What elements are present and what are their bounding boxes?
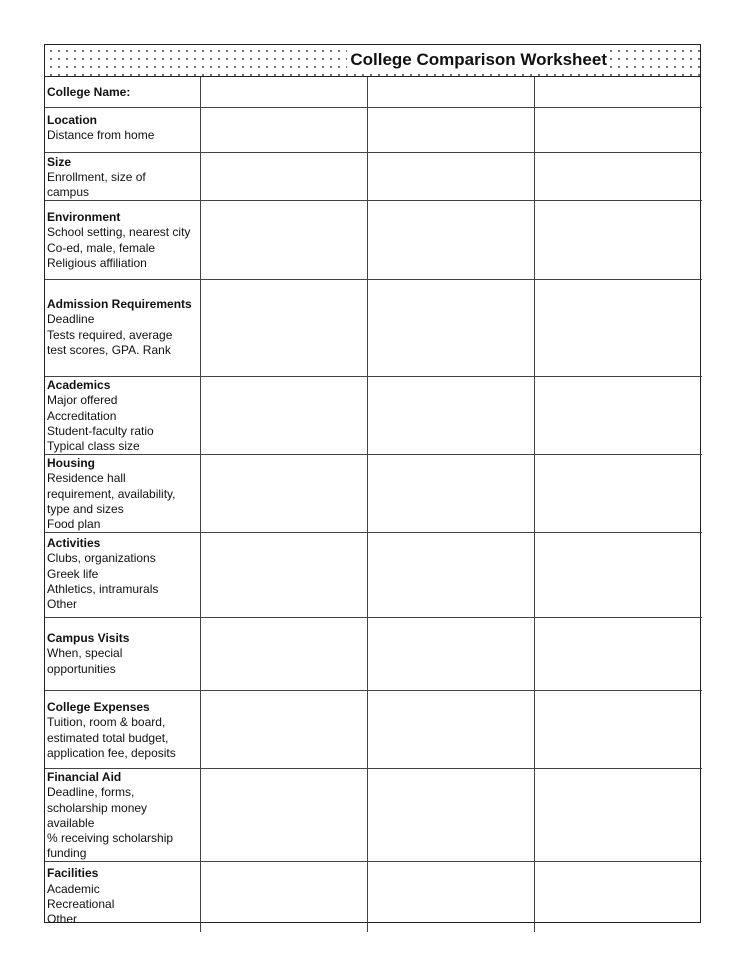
heading-campus-visits: Campus Visits [47,631,130,646]
college-3-name-cell[interactable] [534,77,702,107]
college-1-cell[interactable] [200,377,367,455]
label-academics [45,377,200,455]
college-3-cell[interactable] [534,280,702,377]
college-1-cell[interactable] [200,691,367,769]
detail-line: opportunities [47,661,116,676]
detail-line: Student-faculty ratio [47,423,154,438]
row-admission-requirements [45,280,702,377]
label-activities [45,533,200,618]
detail-line: Other [47,911,78,926]
title-band [45,45,700,77]
detail-line: Tuition, room & board, [47,715,166,730]
label-location [45,107,200,152]
detail-line: Distance from home [47,127,155,142]
detail-line: Tests required, average [47,327,173,342]
college-2-cell[interactable] [367,769,534,862]
label-financial-aid [45,769,200,862]
college-name-row [45,77,702,107]
college-1-cell[interactable] [200,618,367,691]
college-2-cell[interactable] [367,533,534,618]
heading-facilities: Facilities [47,866,99,881]
college-1-cell[interactable] [200,152,367,201]
detail-line: available [47,815,95,830]
detail-line: Athletics, intramurals [47,581,159,596]
label-college-expenses [45,691,200,769]
label-facilities [45,862,200,932]
college-name-label: College Name: [45,77,200,107]
detail-line: When, special [47,646,123,661]
college-1-cell[interactable] [200,107,367,152]
college-2-name-cell[interactable] [367,77,534,107]
comparison-table [45,77,702,932]
row-size [45,152,702,201]
detail-line: Deadline, forms, [47,785,135,800]
heading-admission-requirements: Admission Requirements [47,297,192,312]
college-2-cell[interactable] [367,201,534,280]
detail-line: requirement, availability, [47,486,176,501]
college-3-cell[interactable] [534,455,702,533]
row-campus-visits [45,618,702,691]
college-2-cell[interactable] [367,618,534,691]
detail-line: Deadline [47,312,95,327]
college-3-cell[interactable] [534,862,702,932]
detail-line: scholarship money [47,800,148,815]
worksheet-title: College Comparison Worksheet [347,50,610,70]
detail-line: Greek life [47,566,99,581]
detail-line: Clubs, organizations [47,551,156,566]
college-1-name-cell[interactable] [200,77,367,107]
college-3-cell[interactable] [534,201,702,280]
heading-size: Size [47,154,72,169]
detail-line: Academic [47,881,100,896]
college-2-cell[interactable] [367,455,534,533]
detail-line: type and sizes [47,501,124,516]
college-1-cell[interactable] [200,862,367,932]
row-academics [45,377,702,455]
college-2-cell[interactable] [367,280,534,377]
college-3-cell[interactable] [534,691,702,769]
detail-line: % receiving scholarship [47,830,174,845]
detail-line: Residence hall [47,471,126,486]
heading-college-expenses: College Expenses [47,700,150,715]
college-3-cell[interactable] [534,769,702,862]
college-2-cell[interactable] [367,152,534,201]
college-2-cell[interactable] [367,691,534,769]
college-1-cell[interactable] [200,201,367,280]
detail-line: Religious affiliation [47,255,147,270]
detail-line: application fee, deposits [47,745,176,760]
detail-line: estimated total budget, [47,730,169,745]
detail-line: Enrollment, size of [47,169,146,184]
college-3-cell[interactable] [534,107,702,152]
detail-line: School setting, nearest city [47,225,191,240]
detail-line: Food plan [47,516,101,531]
row-environment [45,201,702,280]
detail-line: Typical class size [47,438,140,453]
detail-line: campus [47,184,90,199]
college-1-cell[interactable] [200,769,367,862]
college-1-cell[interactable] [200,280,367,377]
row-college-expenses [45,691,702,769]
row-facilities [45,862,702,932]
heading-financial-aid: Financial Aid [47,770,122,785]
row-financial-aid [45,769,702,862]
detail-line: Accreditation [47,408,117,423]
heading-activities: Activities [47,536,101,551]
detail-line: Co-ed, male, female [47,240,156,255]
college-2-cell[interactable] [367,377,534,455]
heading-housing: Housing [47,456,95,471]
college-3-cell[interactable] [534,152,702,201]
heading-academics: Academics [47,378,111,393]
college-2-cell[interactable] [367,107,534,152]
label-admission-requirements [45,280,200,377]
row-housing [45,455,702,533]
college-3-cell[interactable] [534,533,702,618]
detail-line: Recreational [47,896,115,911]
college-2-cell[interactable] [367,862,534,932]
row-location [45,107,702,152]
label-campus-visits [45,618,200,691]
college-3-cell[interactable] [534,377,702,455]
heading-environment: Environment [47,210,121,225]
label-environment [45,201,200,280]
row-activities [45,533,702,618]
label-size [45,152,200,201]
label-housing [45,455,200,533]
detail-line: test scores, GPA. Rank [47,342,171,357]
college-1-cell[interactable] [200,455,367,533]
detail-line: Other [47,596,78,611]
detail-line: funding [47,846,87,861]
college-3-cell[interactable] [534,618,702,691]
college-1-cell[interactable] [200,533,367,618]
detail-line: Major offered [47,393,118,408]
worksheet [44,44,701,926]
heading-location: Location [47,112,97,127]
